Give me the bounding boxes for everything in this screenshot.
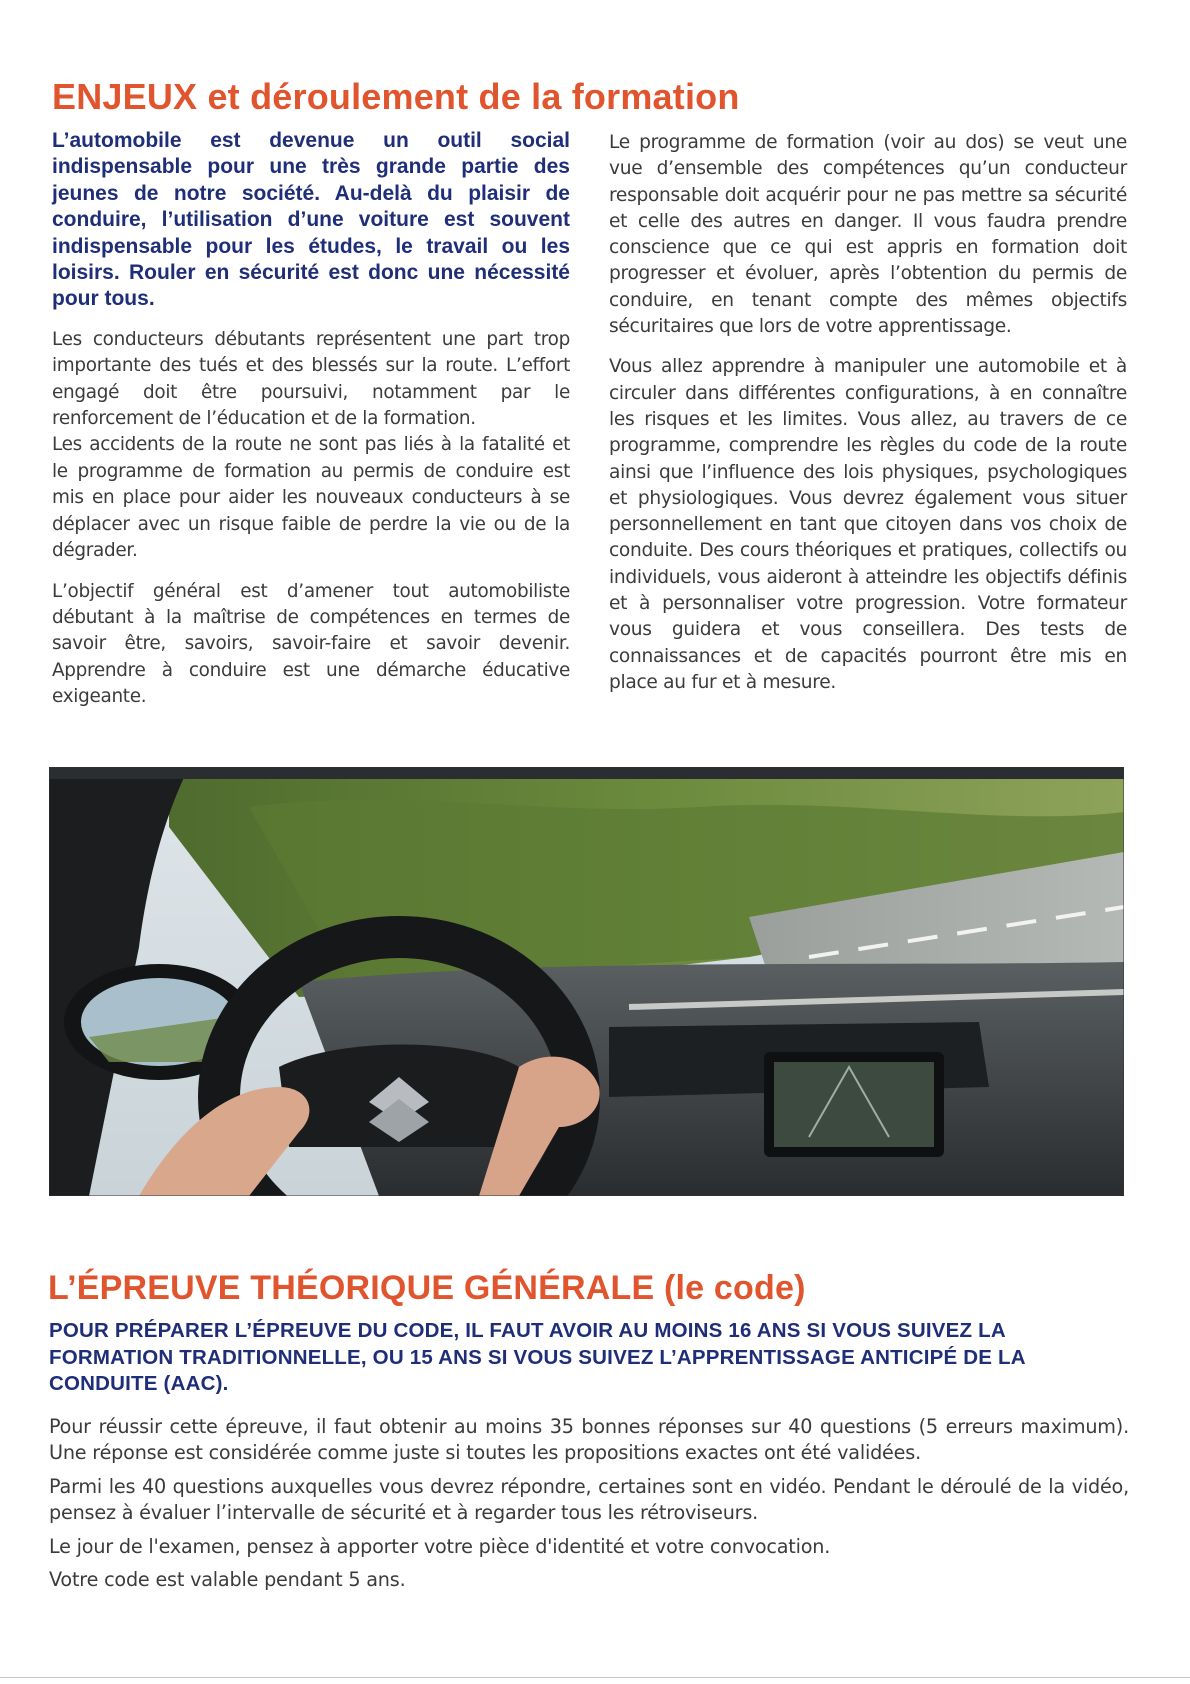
car-interior-photo — [49, 767, 1124, 1196]
exam-details — [49, 1414, 1129, 1600]
body-paragraph: Vous allez apprendre à manipuler une automobile et à circuler dans différentes configurations, à en connaître les risques et les limites. Vous allez, au travers de ce programme, comprendre les règles du code de la route ainsi que l’influence des lois physiques, psychologiques et physiologiques. Vous devrez également vous situer personnellement en tant que citoyen dans vos choix de conduite. Des cours théoriques et pratiques, collectifs ou individuels, vous aideront à atteindre les objectifs définis et à personnaliser votre progression. Votre formateur vous guidera et vous conseillera. Des tests de connaissances et de capacités pourront être mis en place au fur et à mesure. — [609, 356, 1127, 693]
body-paragraph: Les accidents de la route ne sont pas liés à la fatalité et le programme de formation au permis de conduire est mis en place pour aider les nouveaux conducteurs à se déplacer avec un risque faible de perdre la vie ou de la dégrader. — [52, 434, 570, 562]
right-column — [609, 130, 1127, 710]
left-column — [52, 128, 570, 725]
body-paragraph: L’objectif général est d’amener tout automobiliste débutant à la maîtrise de compétences en termes de savoir être, savoirs, savoir-faire et savoir devenir. Apprendre à conduire est une démarche éducative exigeante. — [52, 580, 570, 708]
body-paragraph: Pour réussir cette épreuve, il faut obtenir au moins 35 bonnes réponses sur 40 questions (5 erreurs maximum). Une réponse est considérée comme juste si toutes les propositions exactes ont été validées. — [49, 1415, 1129, 1465]
body-paragraph: Votre code est valable pendant 5 ans. — [49, 1568, 406, 1592]
body-paragraph: Parmi les 40 questions auxquelles vous devrez répondre, certaines sont en vidéo. Pendant le déroulé de la vidéo, pensez à évaluer l’intervalle de sécurité et à regarder tous les rétroviseurs. — [49, 1474, 1129, 1525]
section-title-epreuve-theorique: L’ÉPREUVE THÉORIQUE GÉNÉRALE (le code) — [48, 1269, 806, 1307]
body-paragraph: Le jour de l'examen, pensez à apporter votre pièce d'identité et votre convocation. — [49, 1534, 831, 1558]
body-paragraph: Le programme de formation (voir au dos) se veut une vue d’ensemble des compétences qu’un conducteur responsable doit acquérir pour ne pas mettre sa sécurité et celle des autres en danger. Il vous faudra prendre conscience que ce qui est appris en formation doit progresser et évoluer, après l’obtention du permis de conduire, en tenant compte des mêmes objectifs sécuritaires que lors de votre apprentissage. — [609, 132, 1127, 338]
driving-scene-illustration — [49, 767, 1124, 1196]
section-title-enjeux: ENJEUX et déroulement de la formation — [52, 76, 740, 117]
page-bottom-rule — [0, 1677, 1190, 1678]
intro-lead-paragraph: L’automobile est devenue un outil social indispensable pour une très grande partie des jeunes de notre société. Au-delà du plaisir de conduire, l’utilisation d’une voiture est souvent indispensable pour les études, le travail ou les loisirs. Rouler en sécurité est donc une nécessité pour tous. — [52, 129, 570, 311]
body-paragraph: Les conducteurs débutants représentent une part trop importante des tués et des blessés sur la route. L’effort engagé doit être poursuivi, notamment par le renforcement de l’éducation et de la formation. — [52, 328, 570, 430]
age-requirement-heading: POUR PRÉPARER L’ÉPREUVE DU CODE, IL FAUT AVOIR AU MOINS 16 ANS SI VOUS SUIVEZ LA FORMATION TRADITIONNELLE, OU 15 ANS SI VOUS SUIVEZ L’APPRENTISSAGE ANTICIPÉ DE LA CONDUITE (AAC). — [49, 1319, 1025, 1395]
